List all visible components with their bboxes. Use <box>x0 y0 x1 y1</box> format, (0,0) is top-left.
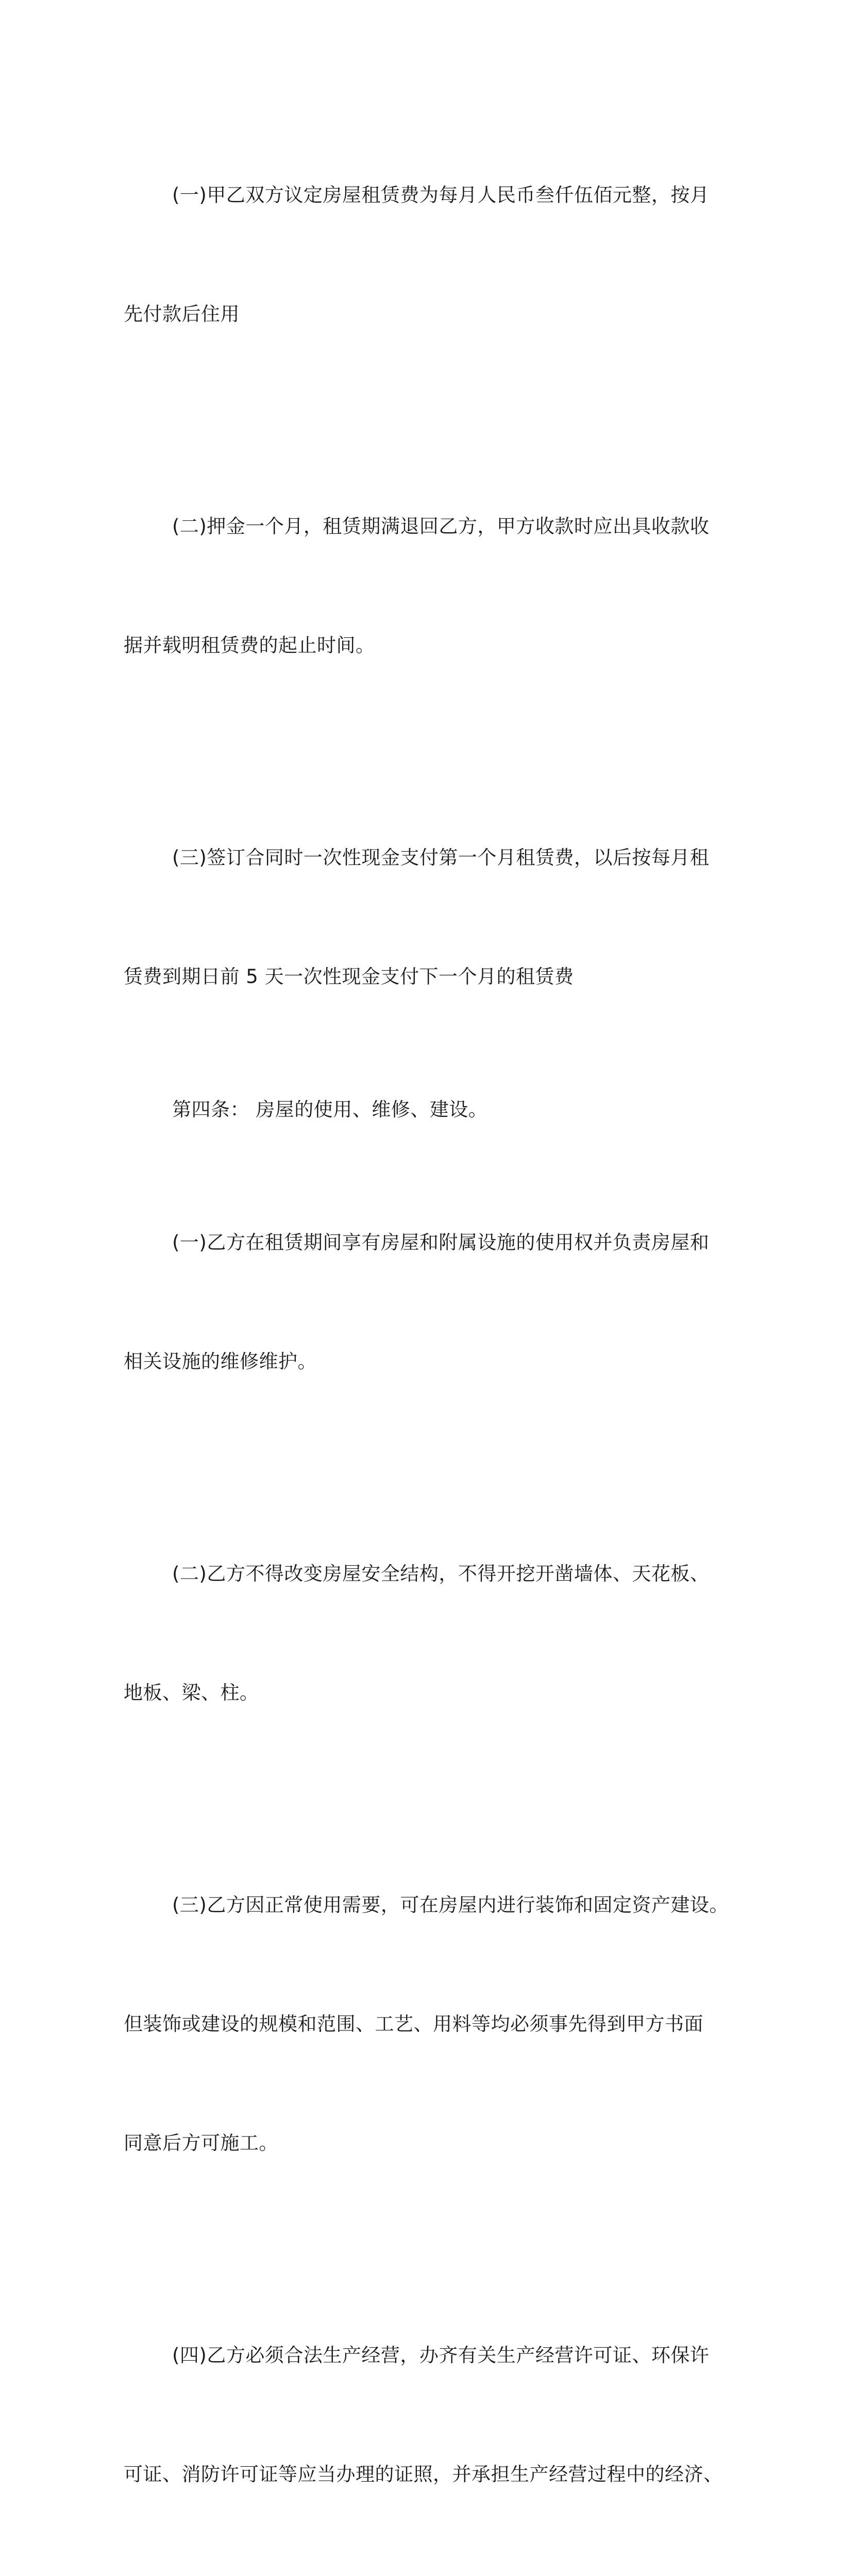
text-line: 相关设施的维修维护。 <box>124 1350 317 1372</box>
text-line: 但装饰或建设的规模和范围、工艺、用料等均必须事先得到甲方书面 <box>124 2013 703 2035</box>
paragraph-payment-schedule <box>124 758 721 1076</box>
paragraph-rent-amount <box>124 96 721 413</box>
text-line: (四)乙方必须合法生产经营，办齐有关生产经营许可证、环保许 <box>172 2344 710 2366</box>
text-line: (一)乙方在租赁期间享有房屋和附属设施的使用权并负责房屋和 <box>172 1231 710 1253</box>
paragraph-licenses <box>124 2256 721 2576</box>
paragraph-decoration <box>124 1806 729 2242</box>
article-4-heading: 第四条： 房屋的使用、维修、建设。 <box>172 1098 488 1121</box>
text-line: (三)签订合同时一次性现金支付第一个月租赁费，以后按每月租 <box>172 846 710 869</box>
text-line: 据并载明租赁费的起止时间。 <box>124 634 375 656</box>
text-line: (一)甲乙双方议定房屋租赁费为每月人民币叁仟伍佰元整，按月 <box>172 184 710 206</box>
text-line: (三)乙方因正常使用需要，可在房屋内进行装饰和固定资产建设。 <box>172 1894 729 1916</box>
text-line: 赁费到期日前 5 天一次性现金支付下一个月的租赁费 <box>124 965 574 988</box>
paragraph-usage-right <box>124 1143 721 1461</box>
text-line: 地板、梁、柱。 <box>124 1682 259 1704</box>
text-line: 可证、消防许可证等应当办理的证照，并承担生产经营过程中的经济、 <box>124 2463 723 2485</box>
document-body <box>124 96 729 2576</box>
text-line: (二)押金一个月，租赁期满退回乙方，甲方收款时应出具收款收 <box>172 515 710 537</box>
text-line: 先付款后住用 <box>124 303 240 325</box>
paragraph-structure <box>124 1475 721 1792</box>
text-line: (二)乙方不得改变房屋安全结构，不得开挖开凿墙体、天花板、 <box>172 1563 710 1585</box>
text-line <box>124 2573 721 2576</box>
paragraph-deposit <box>124 427 721 744</box>
text-line: 同意后方可施工。 <box>124 2132 278 2154</box>
